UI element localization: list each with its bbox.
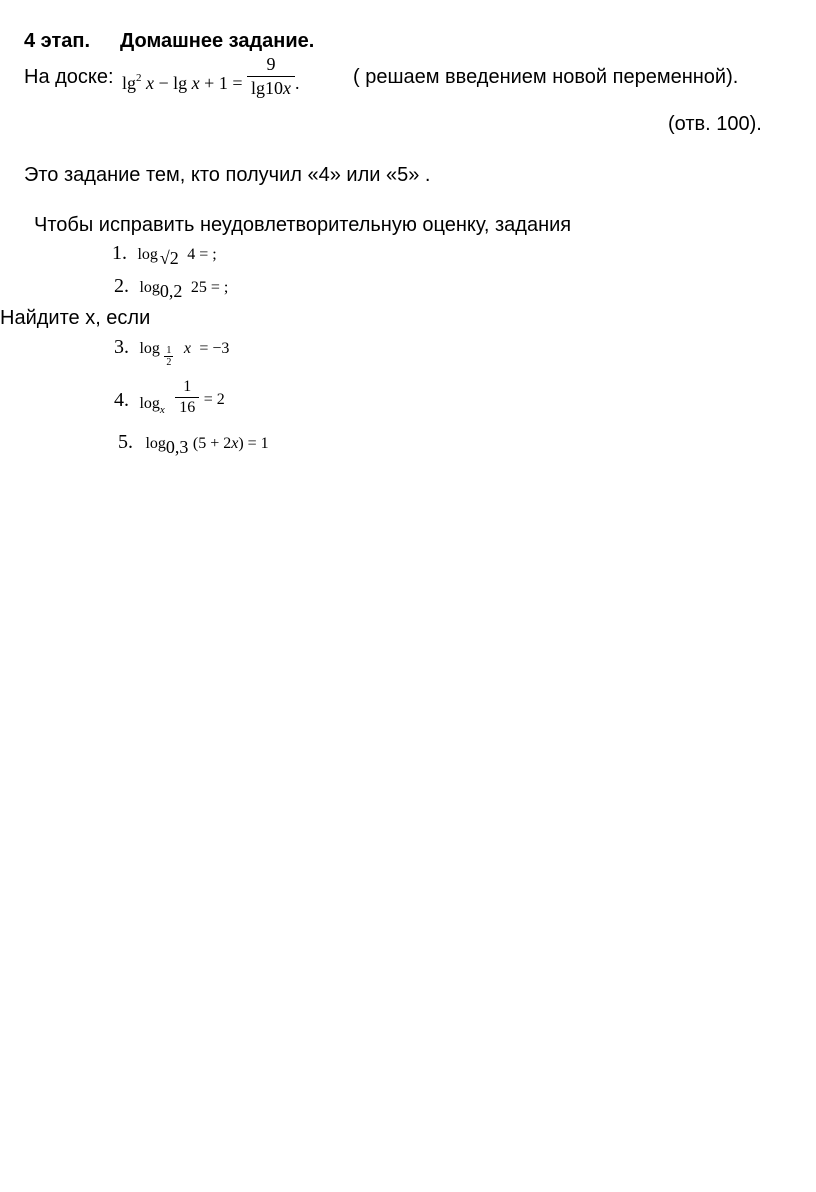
task-1-log: log bbox=[137, 246, 158, 263]
eq-x2: x bbox=[191, 73, 200, 93]
board-label: На доске: bbox=[24, 66, 114, 88]
eq-numerator: 9 bbox=[247, 54, 295, 77]
task-5-log: log bbox=[145, 435, 166, 452]
stage-title: Домашнее задание. bbox=[120, 30, 315, 52]
task-4-log: log bbox=[139, 394, 160, 412]
answer: (отв. 100). bbox=[668, 113, 762, 135]
task-5-arg-close: ) = 1 bbox=[238, 435, 269, 452]
eq-fraction bbox=[247, 54, 295, 99]
task-1-rest: 4 = ; bbox=[187, 246, 217, 263]
method-note: ( решаем введением новой переменной). bbox=[353, 66, 739, 88]
task-2-rest: 25 = ; bbox=[190, 279, 229, 296]
task-3-x: x bbox=[183, 340, 191, 357]
task-5 bbox=[118, 431, 269, 457]
task-5-number: 5. bbox=[118, 431, 133, 453]
task-3-number: 3. bbox=[114, 336, 129, 358]
eq-lg: lg bbox=[122, 73, 137, 93]
board-equation bbox=[122, 54, 300, 99]
eq-denominator: lg10x bbox=[250, 78, 291, 98]
task-3 bbox=[114, 333, 230, 368]
eq-minus-lg: − lg bbox=[158, 73, 188, 93]
task-3-base-num: 1 bbox=[166, 345, 172, 356]
task-4-base: x bbox=[159, 403, 165, 416]
task-1 bbox=[112, 242, 217, 268]
task-3-rest: = −3 bbox=[199, 340, 230, 357]
task-4-rest: = 2 bbox=[203, 390, 225, 408]
task-1-number: 1. bbox=[112, 242, 127, 264]
task-3-base-den: 2 bbox=[166, 357, 172, 368]
task-5-arg-open: (5 + 2 bbox=[192, 435, 232, 452]
task-4-number: 4. bbox=[114, 388, 129, 411]
eq-dot: . bbox=[295, 73, 300, 93]
task-3-log: log bbox=[139, 340, 160, 357]
task-2-number: 2. bbox=[114, 275, 129, 297]
stage-number: 4 этап. bbox=[24, 30, 91, 52]
task-5-x: x bbox=[231, 435, 239, 452]
note-good-grade: Это задание тем, кто получил «4» или «5» . bbox=[24, 164, 431, 186]
task-5-base: 0,3 bbox=[165, 437, 189, 457]
eq-power: 2 bbox=[136, 72, 142, 84]
task-3-base-fraction bbox=[164, 345, 173, 368]
task-2 bbox=[114, 275, 229, 301]
eq-x: x bbox=[146, 73, 155, 93]
task-4-fraction bbox=[175, 378, 199, 417]
task-2-log: log bbox=[139, 279, 160, 296]
task-4 bbox=[114, 378, 225, 417]
task-1-base: √2 bbox=[159, 248, 179, 268]
eq-tail: + 1 = bbox=[204, 73, 243, 93]
task-4-frac-den: 16 bbox=[179, 399, 196, 416]
note-fix-grade: Чтобы исправить неудовлетворительную оценку, задания bbox=[34, 214, 572, 236]
task-2-base: 0,2 bbox=[159, 281, 183, 301]
task-4-frac-num: 1 bbox=[175, 378, 199, 398]
find-x-heading: Найдите x, если bbox=[0, 307, 151, 329]
